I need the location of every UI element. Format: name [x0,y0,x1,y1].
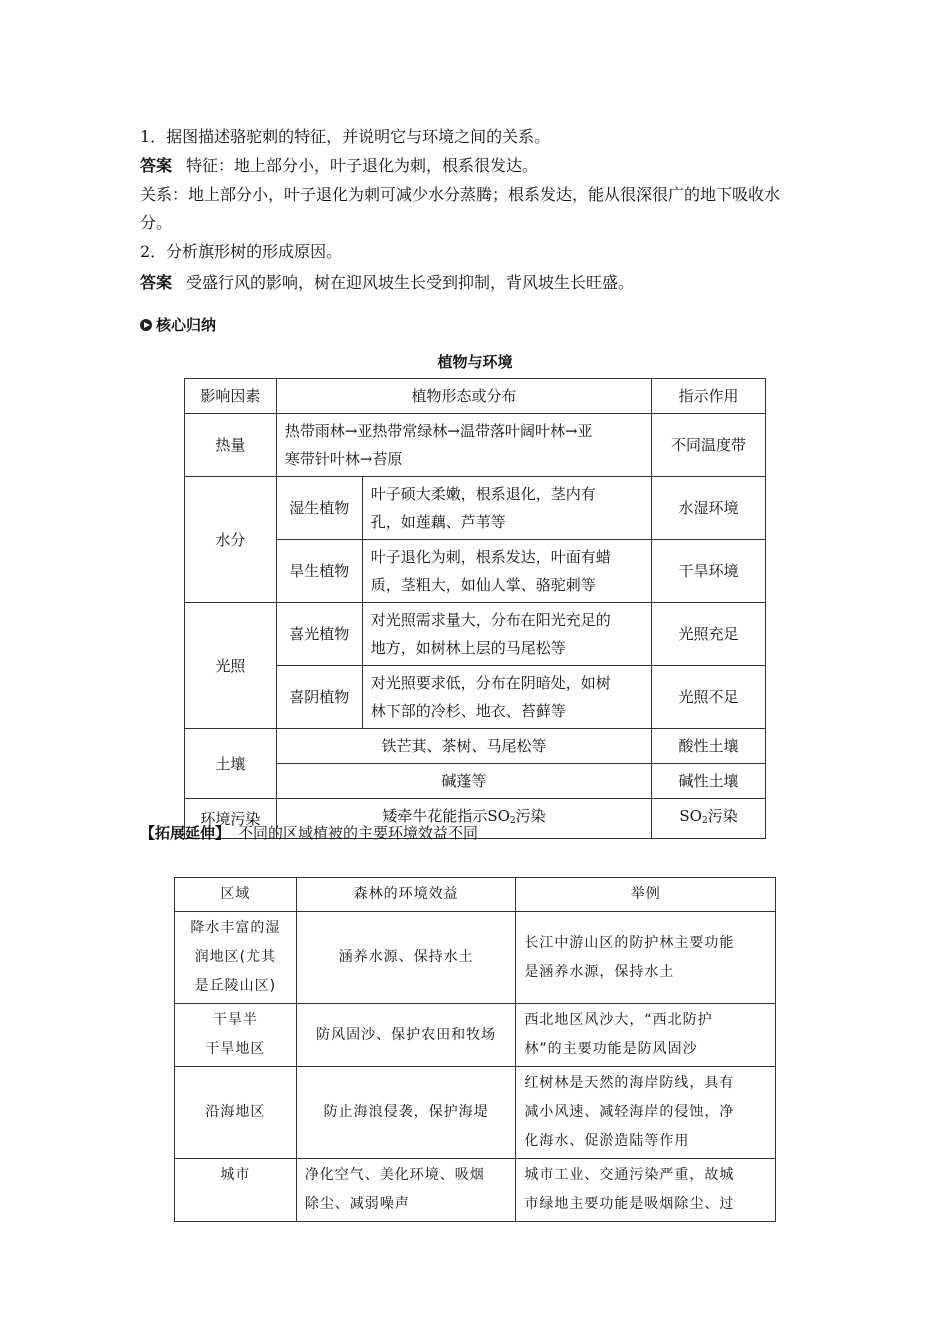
answer-1-relation: 关系：地上部分小，叶子退化为刺可减少水分蒸腾；根系发达，能从很深很广的地下吸收水 [140,185,781,204]
answer-1 [140,155,538,177]
table-row [175,1067,776,1159]
table-title: 植物与环境 [437,353,513,371]
header-indication: 指示作用 [652,379,766,414]
question-2: 2．分析旗形树的形成原因。 [140,242,343,261]
table-header-row [175,878,776,912]
region-cell: 城市 [175,1159,297,1222]
factor-water: 水分 [185,477,277,603]
header-example: 举例 [516,878,776,912]
plant-environment-table [184,378,766,839]
table-row [185,729,766,764]
benefit-cell: 防风固沙、保护农田和牧场 [296,1004,516,1067]
table-header-row [185,379,766,414]
indication: 酸性土壤 [652,729,766,764]
table-row [185,477,766,540]
example-cell: 西北地区风沙大，“西北防护 林”的主要功能是防风固沙 [516,1004,776,1067]
header-factor: 影响因素 [185,379,277,414]
region-cell: 干旱半 干旱地区 [175,1004,297,1067]
answer-label: 答案 [140,156,173,175]
pollution-indication: $SO_2$污染 [652,799,766,839]
plant-desc: 对光照需求量大，分布在阳光充足的 地方，如树林上层的马尾松等 [362,603,651,666]
factor-heat: 热量 [185,414,277,477]
indication: 水湿环境 [652,477,766,540]
heat-indication: 不同温度带 [652,414,766,477]
heat-desc: 热带雨林→亚热带常绿林→温带落叶阔叶林→亚 寒带针叶林→苔原 [276,414,651,477]
soil-desc: 铁芒萁、茶树、马尾松等 [276,729,651,764]
header-region: 区域 [175,878,297,912]
extension-title: 不同的区域植被的主要环境效益不同 [238,824,479,842]
benefit-cell: 涵养水源、保持水土 [296,912,516,1004]
factor-pollution: 环境污染 [185,799,277,839]
region-cell: 降水丰富的湿 润地区(尤其 是丘陵山区) [175,912,297,1004]
soil-desc: 碱蓬等 [276,764,651,799]
pollution-desc: 矮牵牛花能指示$SO_2$污染 [276,799,651,839]
table-row [175,1159,776,1222]
plant-type: 湿生植物 [276,477,362,540]
region-cell: 沿海地区 [175,1067,297,1159]
table-row [185,414,766,477]
core-summary-heading [140,314,216,335]
plant-desc: 对光照要求低，分布在阴暗处，如树 林下部的冷杉、地衣、苔藓等 [362,666,651,729]
plant-type: 喜阴植物 [276,666,362,729]
plant-type: 喜光植物 [276,603,362,666]
header-benefit: 森林的环境效益 [296,878,516,912]
benefit-cell: 防止海浪侵袭，保护海堤 [296,1067,516,1159]
indication: 光照充足 [652,603,766,666]
table-row [175,1004,776,1067]
extension-label: 【拓展延伸】 [140,824,231,842]
table-row [175,912,776,1004]
plant-desc: 叶子退化为刺，根系发达，叶面有蜡 质，茎粗大，如仙人掌、骆驼刺等 [362,540,651,603]
question-1: 1．据图描述骆驼刺的特征，并说明它与环境之间的关系。 [140,127,551,146]
factor-light: 光照 [185,603,277,729]
answer-2-text: 受盛行风的影响，树在迎风坡生长受到抑制，背风坡生长旺盛。 [186,273,635,292]
factor-soil: 土壤 [185,729,277,799]
play-circle-icon [140,319,152,331]
extension-table [174,877,776,1222]
answer-1-text: 特征：地上部分小，叶子退化为刺，根系很发达。 [186,156,539,175]
example-cell: 城市工业、交通污染严重，故城 市绿地主要功能是吸烟除尘、过 [516,1159,776,1222]
answer-1-relation-cont: 分。 [140,213,173,232]
answer-2 [140,272,634,294]
header-form: 植物形态或分布 [276,379,651,414]
benefit-cell: 净化空气、美化环境、吸烟 除尘、减弱噪声 [296,1159,516,1222]
indication: 干旱环境 [652,540,766,603]
example-cell: 红树林是天然的海岸防线，具有 减小风速、减轻海岸的侵蚀，净 化海水、促淤造陆等作用 [516,1067,776,1159]
plant-type: 旱生植物 [276,540,362,603]
table-row [185,603,766,666]
core-summary-title: 核心归纳 [156,316,217,334]
extension-heading [140,822,478,843]
indication: 光照不足 [652,666,766,729]
answer-label: 答案 [140,273,173,292]
example-cell: 长江中游山区的防护林主要功能 是涵养水源，保持水土 [516,912,776,1004]
indication: 碱性土壤 [652,764,766,799]
plant-desc: 叶子硕大柔嫩，根系退化，茎内有 孔，如莲藕、芦苇等 [362,477,651,540]
